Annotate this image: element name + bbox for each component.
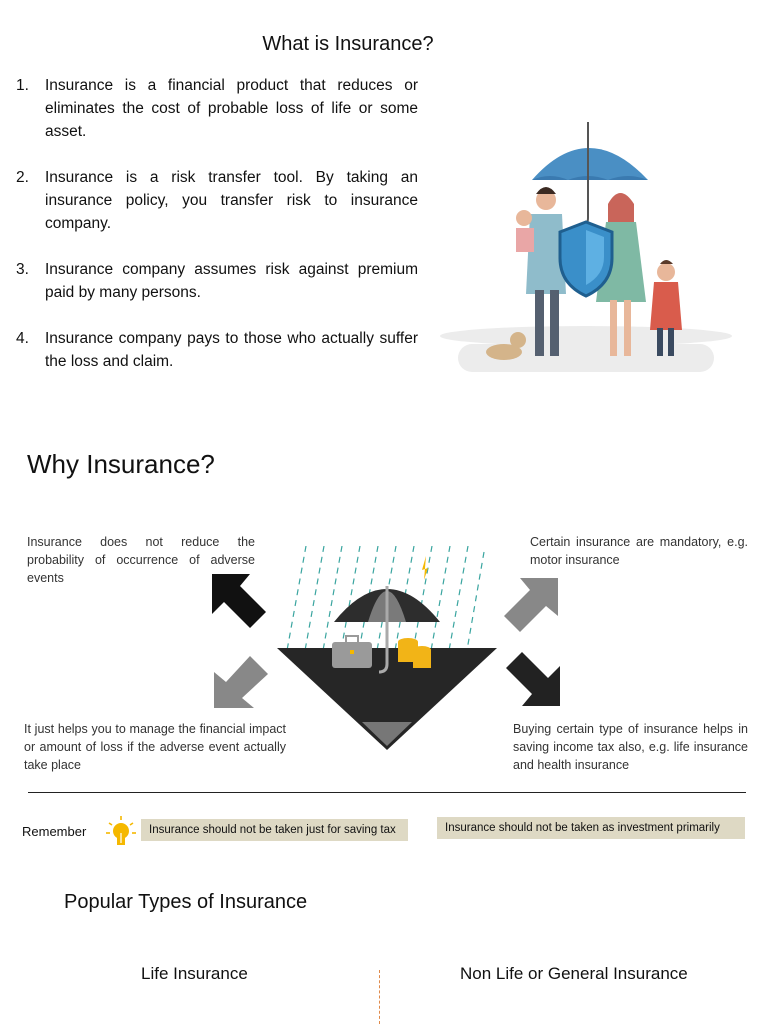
general-insurance-label: Non Life or General Insurance bbox=[460, 964, 688, 983]
insurance-definition-list bbox=[16, 74, 418, 396]
arrow-up-right-icon bbox=[502, 576, 562, 636]
section-title-popular-types: Popular Types of Insurance bbox=[64, 891, 308, 913]
text-bottom-left: It just helps you to manage the financial impact or amount of loss if the adverse event actually take place bbox=[24, 722, 286, 772]
remember-note-investment: Insurance should not be taken as investment primarily bbox=[437, 817, 745, 839]
remember-note-tax: Insurance should not be taken just for saving tax bbox=[141, 819, 408, 841]
list-item: 3. Insurance company assumes risk against premium paid by many persons. bbox=[16, 261, 418, 301]
arrow-down-left-icon bbox=[504, 650, 564, 710]
text-top-right: Certain insurance are mandatory, e.g. motor insurance bbox=[530, 535, 748, 567]
lightbulb-icon bbox=[105, 815, 137, 849]
life-insurance-label: Life Insurance bbox=[141, 964, 248, 983]
arrow-up-left-icon bbox=[210, 572, 270, 632]
divider bbox=[28, 792, 746, 793]
list-item: 2. Insurance is a risk transfer tool. By taking an insurance policy, you transfer risk to insurance company. bbox=[16, 169, 418, 232]
section-title-what-is-insurance: What is Insurance? bbox=[262, 33, 434, 55]
family-umbrella-illustration bbox=[438, 118, 732, 378]
arrow-down-right-icon bbox=[212, 652, 272, 712]
section-title-why-insurance: Why Insurance? bbox=[27, 449, 215, 479]
text-bottom-right: Buying certain type of insurance helps in saving income tax also, e.g. life insurance and health insurance bbox=[513, 722, 748, 772]
umbrella-protection-diagram bbox=[276, 546, 498, 752]
list-item: 1. Insurance is a financial product that reduces or eliminates the cost of probable loss of life or some asset. bbox=[16, 77, 418, 140]
text-top-left: Insurance does not reduce the probability of occurrence of adverse events bbox=[27, 535, 255, 585]
remember-label: Remember bbox=[22, 824, 87, 839]
column-separator bbox=[379, 970, 380, 1024]
list-item: 4. Insurance company pays to those who actually suffer the loss and claim. bbox=[16, 330, 418, 370]
